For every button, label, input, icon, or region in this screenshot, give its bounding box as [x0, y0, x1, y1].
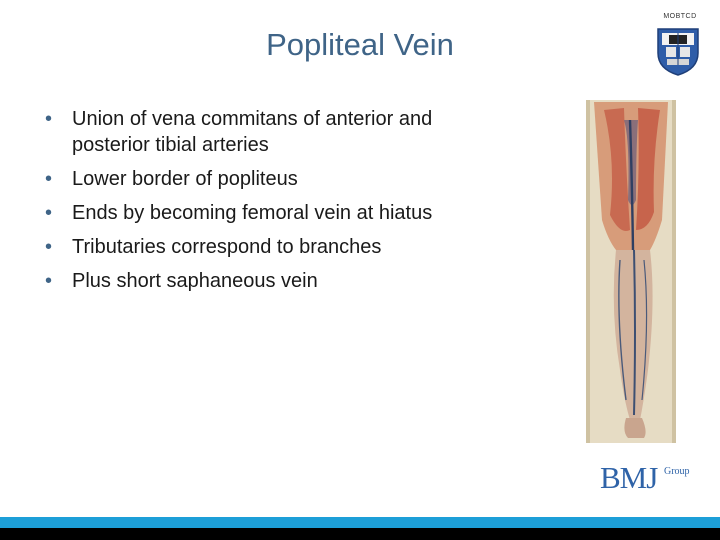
- bullet-text: Union of vena commitans of anterior and: [72, 108, 433, 130]
- bullet-item: [45, 106, 525, 158]
- bullet-item: [45, 268, 525, 294]
- bullet-text: Lower border of popliteus: [72, 168, 298, 190]
- footer-black-bar: [0, 528, 720, 540]
- bullet-list: [45, 106, 525, 302]
- bullet-dot: •: [45, 168, 53, 190]
- publisher-logo-main: BMJ: [600, 460, 658, 495]
- bullet-text: Tributaries correspond to branches: [72, 236, 382, 258]
- slide-title: Popliteal Vein: [266, 27, 454, 62]
- publisher-logo-sub: Group: [664, 466, 690, 477]
- bullet-dot: •: [45, 270, 53, 292]
- bullet-dot: •: [45, 236, 53, 258]
- leg-illustration: [586, 100, 676, 443]
- footer-blue-bar: [0, 517, 720, 528]
- bullet-text: Plus short saphaneous vein: [72, 270, 318, 292]
- header-tag: MOBTCD: [663, 13, 697, 20]
- bullet-text-continuation: posterior tibial arteries: [72, 134, 269, 156]
- bullet-dot: •: [45, 108, 53, 130]
- university-crest-icon: [656, 25, 700, 77]
- publisher-logo: [600, 460, 690, 500]
- bullet-item: [45, 200, 525, 226]
- bullet-text: Ends by becoming femoral vein at hiatus: [72, 202, 433, 224]
- bullet-item: [45, 166, 525, 192]
- bullet-item: [45, 234, 525, 260]
- bullet-dot: •: [45, 202, 53, 224]
